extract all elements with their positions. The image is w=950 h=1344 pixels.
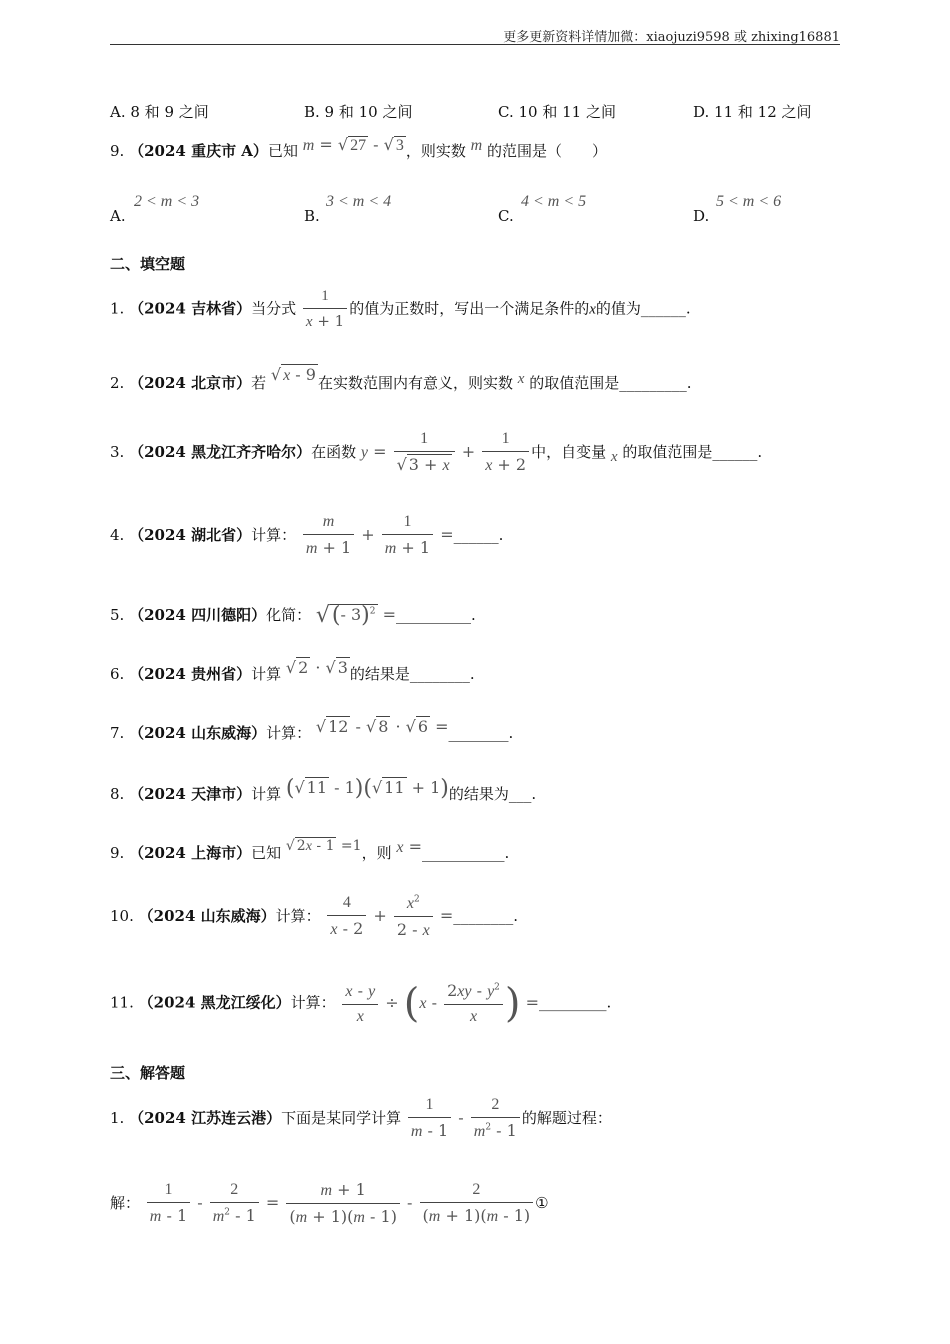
f10-question (110, 893, 518, 940)
solution-formula: $\frac{1}{m - 1}$ - $\frac{2}{m^2 - 1}$ = $\frac{m + 1}{(m + 1)(m - 1)}$ - $\frac{2}{(m + 1)(m - 1)}$ (145, 1193, 535, 1212)
f8-text-1: 计算 (251, 785, 282, 803)
f2-text-1: 若 (251, 374, 267, 392)
solution-step-mark: ① (535, 1194, 549, 1212)
f5-text-1: 化简： (266, 606, 312, 624)
f6-num: 6. (110, 665, 125, 683)
a1-question (110, 1096, 612, 1141)
f9-source: （2024 上海市） (129, 844, 252, 862)
f6-text-1: 计算 (251, 665, 282, 683)
f4-formula: $\frac{m}{m + 1}$ + $\frac{1}{m + 1}$ = (301, 525, 454, 544)
f10-text-1: 计算： (275, 907, 321, 925)
f1-var-x: x (589, 301, 596, 318)
f5-formula: √(- 3)$^2$ = (315, 603, 396, 628)
a1-num: 1. (110, 1109, 125, 1127)
q9-option-a-label: A. (110, 207, 126, 225)
q9-num: 9. (110, 142, 125, 160)
q9-text-2: ，则实数 (405, 142, 466, 160)
q8-option-d: D. 11 和 12 之间 (693, 103, 812, 121)
q9-option-c-value: 4 < m < 5 (521, 193, 587, 210)
f8-num: 8. (110, 785, 125, 803)
q8-option-a: A. 8 和 9 之间 (110, 103, 209, 121)
f1-question (110, 288, 691, 331)
f3-source: （2024 黑龙江齐齐哈尔） (129, 443, 312, 461)
f7-formula: √ 12 - √ 8 · √ 6 = (315, 717, 449, 736)
f6-formula: √ 2 · √ 3 (285, 658, 348, 677)
a1-source: （2024 江苏连云港） (129, 1109, 282, 1127)
solution-line (110, 1180, 549, 1227)
f8-source: （2024 天津市） (129, 785, 252, 803)
f7-text-2: ________. (448, 724, 514, 742)
f2-text-2: 在实数范围内有意义，则实数 (317, 374, 513, 392)
f10-num: 10. (110, 907, 134, 925)
f11-formula: $\frac{x - y}{x}$ ÷ (x - $\frac{2xy - y^2}{x}$ ) = (340, 993, 539, 1012)
f9-text-2: ，则 (361, 844, 392, 862)
q9-option-d-value: 5 < m < 6 (716, 193, 782, 210)
q9-option-b-value: 3 < m < 4 (326, 193, 392, 210)
f4-text-1: 计算： (251, 526, 297, 544)
f3-text-1: 在函数 (311, 443, 357, 461)
f11-source: （2024 黑龙江绥化） (138, 993, 291, 1012)
f8-text-2: 的结果为___. (448, 785, 537, 803)
f3-formula: y = $\frac{1}{√ 3 + x}$ + $\frac{1}{x + 2}$ (361, 442, 531, 461)
q9-stem (110, 135, 608, 161)
f1-text-2: 的值为正数时，写出一个满足条件的 (349, 299, 590, 318)
f9-question (110, 837, 510, 863)
f3-text-2: 中，自变量 (531, 443, 607, 461)
f11-question (110, 980, 611, 1026)
f6-source: （2024 贵州省） (129, 665, 252, 683)
a1-text-2: 的解题过程： (521, 1109, 612, 1127)
f10-formula: $\frac{4}{x - 2}$ + $\frac{x^2}{2 - x}$ = (325, 906, 453, 925)
f9-formula: √ 2x - 1 =1 (285, 838, 362, 854)
f1-text-3: 的值为______. (595, 299, 691, 318)
section-fill-in-title: 二、填空题 (110, 255, 186, 273)
f6-question (110, 658, 475, 684)
f7-question (110, 717, 514, 743)
f3-num: 3. (110, 443, 125, 461)
f3-question (110, 430, 762, 475)
f9-text-3: ___________. (421, 844, 510, 862)
f4-text-2: ______. (453, 526, 504, 544)
q9-option-b-label: B. (304, 207, 320, 225)
f3-text-3: 的取值范围是______. (622, 443, 763, 461)
f2-question (110, 365, 692, 393)
f3-var-x: x (610, 449, 618, 465)
f5-text-2: __________. (396, 606, 476, 624)
f7-text-1: 计算： (266, 724, 312, 742)
f11-num: 11. (110, 993, 134, 1012)
q9-text-1: 已知 (267, 142, 298, 160)
f8-question (110, 776, 537, 807)
section-answer-title: 三、解答题 (110, 1064, 186, 1082)
f10-text-2: ________. (453, 907, 519, 925)
solution-label: 解： (110, 1194, 141, 1212)
q9-option-a-value: 2 < m < 3 (134, 193, 200, 210)
f10-source: （2024 山东威海） (138, 907, 276, 925)
q8-option-c: C. 10 和 11 之间 (498, 103, 616, 121)
f5-question (110, 603, 476, 628)
q8-option-b: B. 9 和 10 之间 (304, 103, 413, 121)
f4-question (110, 513, 503, 558)
header-text: 更多更新资料详情加微：xiaojuzi9598 或 zhixing16881 (503, 30, 840, 45)
f2-text-3: 的取值范围是_________. (529, 374, 692, 392)
q9-var-m: m (470, 137, 483, 154)
f11-text-2: _________. (539, 993, 612, 1012)
q9-source: （2024 重庆市 A） (129, 142, 268, 160)
f5-source: （2024 四川德阳） (129, 606, 267, 624)
f5-num: 5. (110, 606, 125, 624)
f2-num: 2. (110, 374, 125, 392)
f7-num: 7. (110, 724, 125, 742)
q9-text-3: 的范围是（ ） (487, 142, 608, 160)
f1-text-1: 当分式 (251, 299, 297, 318)
f8-formula: (√ 11 - 1)(√ 11 + 1) (285, 776, 449, 801)
f1-num: 1. (110, 299, 125, 318)
f2-source: （2024 北京市） (129, 374, 252, 392)
f4-source: （2024 湖北省） (129, 526, 252, 544)
f2-formula: √ x - 9 (270, 365, 316, 384)
f9-text-1: 已知 (251, 844, 282, 862)
f1-fraction: $\frac{1}{x + 1}$ (303, 288, 347, 331)
a1-text-1: 下面是某同学计算 (281, 1109, 402, 1127)
f2-var-x: x (517, 371, 525, 387)
f6-text-2: 的结果是________. (349, 665, 475, 683)
f4-num: 4. (110, 526, 125, 544)
page-header (110, 26, 840, 45)
q9-option-d-label: D. (693, 207, 710, 225)
f1-source: （2024 吉林省） (129, 299, 252, 318)
q9-option-c-label: C. (498, 207, 514, 225)
f7-source: （2024 山东威海） (129, 724, 267, 742)
f11-text-1: 计算： (290, 993, 336, 1012)
a1-formula: $\frac{1}{m - 1}$ - $\frac{2}{m^2 - 1}$ (406, 1108, 522, 1127)
f9-var-x: x = (396, 837, 422, 856)
q9-formula: m = √ 27 - √ 3 (302, 135, 404, 154)
f9-num: 9. (110, 844, 125, 862)
